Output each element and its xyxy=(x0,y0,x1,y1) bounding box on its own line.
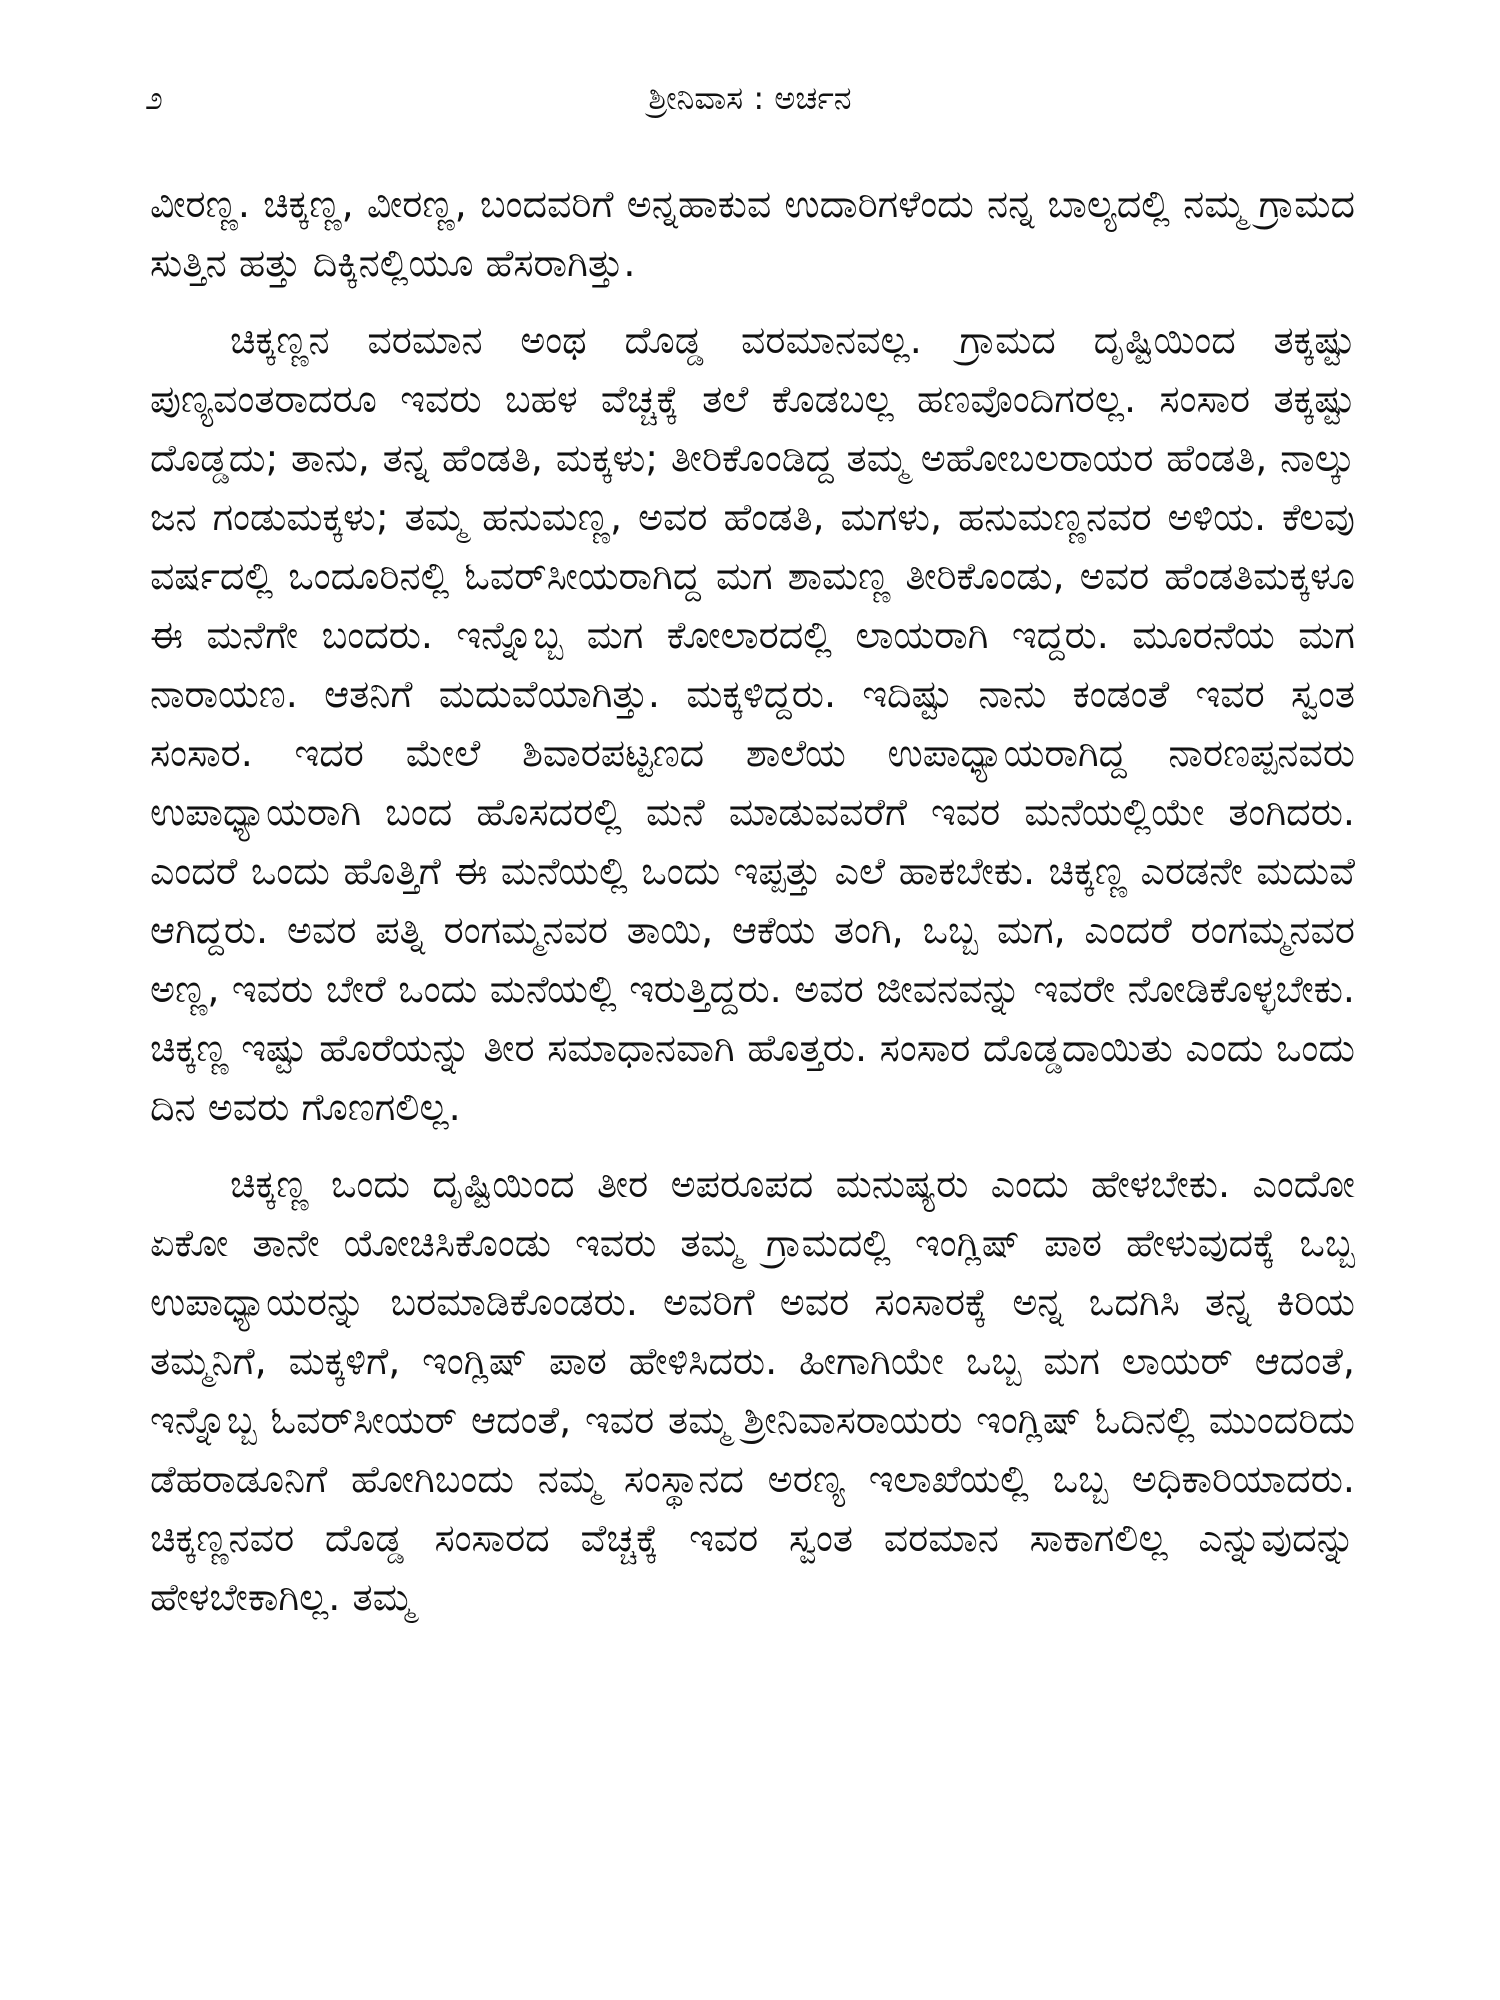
page-body xyxy=(150,175,1355,1645)
paragraph-1: ವೀರಣ್ಣ. ಚಿಕ್ಕಣ್ಣ, ವೀರಣ್ಣ, ಬಂದವರಿಗೆ ಅನ್ನಹಾಕುವ ಉದಾರಿಗಳೆಂದು ನನ್ನ ಬಾಲ್ಯದಲ್ಲಿ ನಮ್ಮ ಗ್ರಾಮದ ಸುತ್ತಿನ ಹತ್ತು ದಿಕ್ಕಿನಲ್ಲಿಯೂ ಹೆಸರಾಗಿತ್ತು. xyxy=(150,182,1355,285)
paragraph-3: ಚಿಕ್ಕಣ್ಣ ಒಂದು ದೃಷ್ಟಿಯಿಂದ ತೀರ ಅಪರೂಪದ ಮನುಷ್ಯರು ಎಂದು ಹೇಳಬೇಕು. ಎಂದೋ ಏಕೋ ತಾನೇ ಯೋಚಿಸಿಕೊಂಡು ಇವರು ತಮ್ಮ ಗ್ರಾಮದಲ್ಲಿ ಇಂಗ್ಲಿಷ್ ಪಾಠ ಹೇಳುವುದಕ್ಕೆ ಒಬ್ಬ ಉಪಾಧ್ಯಾಯರನ್ನು ಬರಮಾಡಿಕೊಂಡರು. ಅವರಿಗೆ ಅವರ ಸಂಸಾರಕ್ಕೆ ಅನ್ನ ಒದಗಿಸಿ ತನ್ನ ಕಿರಿಯ ತಮ್ಮನಿಗೆ, ಮಕ್ಕಳಿಗೆ, ಇಂಗ್ಲಿಷ್ ಪಾಠ ಹೇಳಿಸಿದರು. ಹೀಗಾಗಿಯೇ ಒಬ್ಬ ಮಗ ಲಾಯರ್ ಆದಂತೆ, ಇನ್ನೊಬ್ಬ ಓವರ್‌ಸೀಯರ್ ಆದಂತೆ, ಇವರ ತಮ್ಮ ಶ್ರೀನಿವಾಸರಾಯರು ಇಂಗ್ಲಿಷ್ ಓದಿನಲ್ಲಿ ಮುಂದರಿದು ಡೆಹರಾಡೂನಿಗೆ ಹೋಗಿಬಂದು ನಮ್ಮ ಸಂಸ್ಥಾನದ ಅರಣ್ಯ ಇಲಾಖೆಯಲ್ಲಿ ಒಬ್ಬ ಅಧಿಕಾರಿಯಾದರು. ಚಿಕ್ಕಣ್ಣನವರ ದೊಡ್ಡ ಸಂಸಾರದ ವೆಚ್ಚಕ್ಕೆ ಇವರ ಸ್ವಂತ ವರಮಾನ ಸಾಕಾಗಲಿಲ್ಲ ಎನ್ನುವುದನ್ನು ಹೇಳಬೇಕಾಗಿಲ್ಲ. ತಮ್ಮ xyxy=(150,1162,1355,1619)
page-number: ೨ xyxy=(145,79,163,117)
paragraph-2: ಚಿಕ್ಕಣ್ಣನ ವರಮಾನ ಅಂಥ ದೊಡ್ಡ ವರಮಾನವಲ್ಲ. ಗ್ರಾಮದ ದೃಷ್ಟಿಯಿಂದ ತಕ್ಕಷ್ಟು ಪುಣ್ಯವಂತರಾದರೂ ಇವರು ಬಹಳ ವೆಚ್ಚಕ್ಕೆ ತಲೆ ಕೊಡಬಲ್ಲ ಹಣವೊಂದಿಗರಲ್ಲ. ಸಂಸಾರ ತಕ್ಕಷ್ಟು ದೊಡ್ಡದು; ತಾನು, ತನ್ನ ಹೆಂಡತಿ, ಮಕ್ಕಳು; ತೀರಿಕೊಂಡಿದ್ದ ತಮ್ಮ ಅಹೋಬಲರಾಯರ ಹೆಂಡತಿ, ನಾಲ್ಕು ಜನ ಗಂಡುಮಕ್ಕಳು; ತಮ್ಮ ಹನುಮಣ್ಣ, ಅವರ ಹೆಂಡತಿ, ಮಗಳು, ಹನುಮಣ್ಣನವರ ಅಳಿಯ. ಕೆಲವು ವರ್ಷದಲ್ಲಿ ಒಂದೂರಿನಲ್ಲಿ ಓವರ್‌ಸೀಯರಾಗಿದ್ದ ಮಗ ಶಾಮಣ್ಣ ತೀರಿಕೊಂಡು, ಅವರ ಹೆಂಡತಿಮಕ್ಕಳೂ ಈ ಮನೆಗೇ ಬಂದರು. ಇನ್ನೊಬ್ಬ ಮಗ ಕೋಲಾರದಲ್ಲಿ ಲಾಯರಾಗಿ ಇದ್ದರು. ಮೂರನೆಯ ಮಗ ನಾರಾಯಣ. ಆತನಿಗೆ ಮದುವೆಯಾಗಿತ್ತು. ಮಕ್ಕಳಿದ್ದರು. ಇದಿಷ್ಟು ನಾನು ಕಂಡಂತೆ ಇವರ ಸ್ವಂತ ಸಂಸಾರ. ಇದರ ಮೇಲೆ ಶಿವಾರಪಟ್ಟಣದ ಶಾಲೆಯ ಉಪಾಧ್ಯಾಯರಾಗಿದ್ದ ನಾರಣಪ್ಪನವರು ಉಪಾಧ್ಯಾಯರಾಗಿ ಬಂದ ಹೊಸದರಲ್ಲಿ ಮನೆ ಮಾಡುವವರೆಗೆ ಇವರ ಮನೆಯಲ್ಲಿಯೇ ತಂಗಿದರು. ಎಂದರೆ ಒಂದು ಹೊತ್ತಿಗೆ ಈ ಮನೆಯಲ್ಲಿ ಒಂದು ಇಪ್ಪತ್ತು ಎಲೆ ಹಾಕಬೇಕು. ಚಿಕ್ಕಣ್ಣ ಎರಡನೇ ಮದುವೆ ಆಗಿದ್ದರು. ಅವರ ಪತ್ನಿ ರಂಗಮ್ಮನವರ ತಾಯಿ, ಆಕೆಯ ತಂಗಿ, ಒಬ್ಬ ಮಗ, ಎಂದರೆ ರಂಗಮ್ಮನವರ ಅಣ್ಣ, ಇವರು ಬೇರೆ ಒಂದು ಮನೆಯಲ್ಲಿ ಇರುತ್ತಿದ್ದರು. ಅವರ ಜೀವನವನ್ನು ಇವರೇ ನೋಡಿಕೊಳ್ಳಬೇಕು. ಚಿಕ್ಕಣ್ಣ ಇಷ್ಟು ಹೊರೆಯನ್ನು ತೀರ ಸಮಾಧಾನವಾಗಿ ಹೊತ್ತರು. ಸಂಸಾರ ದೊಡ್ಡದಾಯಿತು ಎಂದು ಒಂದು ದಿನ ಅವರು ಗೊಣಗಲಿಲ್ಲ. xyxy=(150,318,1355,1129)
page-header xyxy=(145,78,1355,138)
running-title: ಶ್ರೀನಿವಾಸ : ಅರ್ಚನ xyxy=(648,79,852,117)
